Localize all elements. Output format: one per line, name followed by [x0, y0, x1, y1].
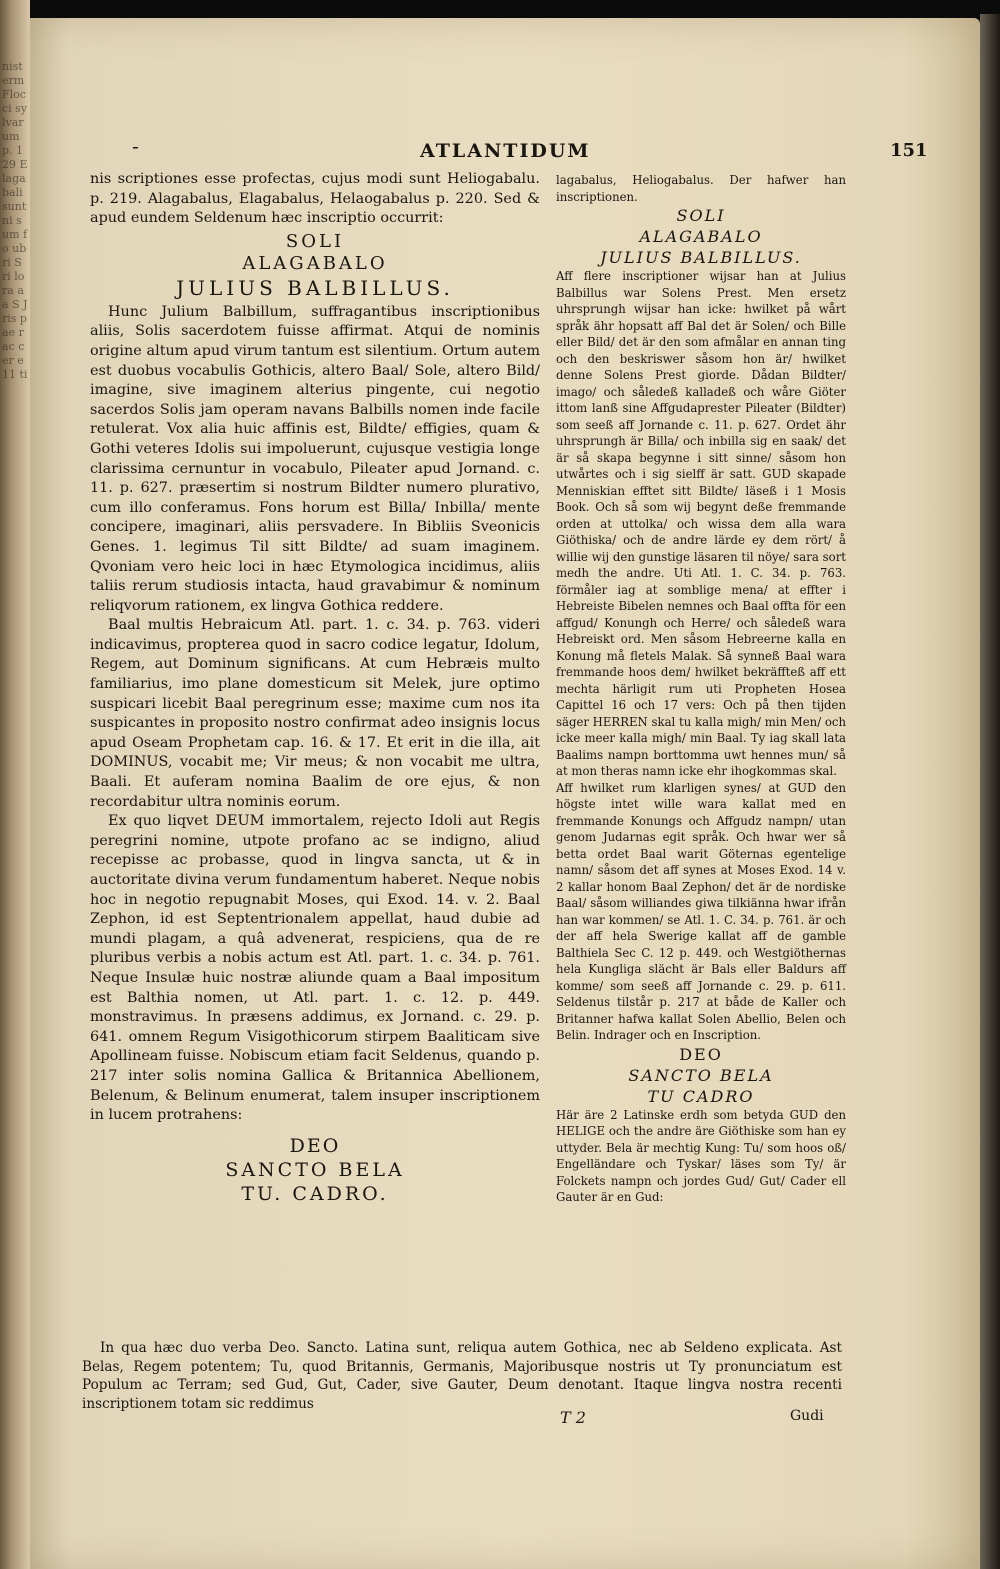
swedish-paragraph-2: Aff flere inscriptioner wijsar han at Julius Balbillus war Solens Prest. Men ersetz uhrsprungh wijsar han icke: hwilket på wårt språk ähr hopsatt aff Bal det är Solen/ och Bille eller Bild/ det är den som afmålar en annan ting och den beskriswer såsom hon är/ hwilket denne Solens Prest giorde. Dådan Bildter/ imago/ och såledeß kalladeß och wåre Giöter ittom lanß sine Affgudaprester Pileater (Bildter) som seeß aff Jornande c. 11. p. 627. Ordet ähr uhrsprungh är Billa/ och inbilla sig en saak/ det är så skapa begynne i sitt sinne/ såsom hon utwårtes och i sig sielff är satt. GUD skapade Menniskian efftet sitt Bildte/ läseß i 1 Mosis Book. Och så som wij begynt deße fremmande orden at uttolka/ och wissa dem alla wara Giöthiska/ och de andre lärde ey dem rört/ å willie wij den gunstige läsaren til nöye/ sara sort medh the andre. Uti Atl. 1. C. 34. p. 763. förmåler iag at somblige mena/ at effter i Hebreiste Bibelen nemnes och Baal offta för een affgud/ Konungh och Herre/ och såledeß wara Hebreiskt ord. Men såsom Hebreerne kalla en Konung må fletels Malak. Så synneß Baal wara fremmande hoos dem/ hwilket bekräffteß aff ett mechta härligit rum uti Propheten Hosea Capittel 16 och 17 vers: Och på then tijden säger HERREN skal tu kalla migh/ min Men/ och icke meer kalla migh/ min Baal. Ty iag skall lata Baalims nampn borttomma uwt hennes mun/ så at mon theras namn icke ehr ihogkommas skal.: [556, 269, 846, 778]
swedish-inscription-1-line-3: JULIUS BALBILLUS.: [600, 248, 802, 267]
latin-paragraph-2: Hunc Julium Balbillum, suffragantibus inscriptionibus aliis, Solis sacerdotem fuisse affirmat. Atqui de nominis origine altum apud virum tantum est silentium. Ortum autem est duobus vocabulis Gothicis, altero Baal/ Sole, altero Bild/ imagine, sive imaginem alterius pingente, cui negotio sacerdos Solis jam operam navans Balbills nomen inde facile retulerat. Vox alia huic affinis est, Bildte/ effigies, quam & Gothi veteres Idolis sui impoluerunt, cujusque vestigia longe clarissima cernuntur in vocabulo, Pileater apud Jornand. c. 11. p. 627. præsertim si nostrum Bildter numero plurativo, cum illo conferamus. Fons horum est Billa/ Inbilla/ mente concipere, imaginari, aliis persvadere. In Bibliis Sveonicis Genes. 1. legimus Til sitt Bildte/ ad suam imaginem. Qvoniam vero heic loci in hæc Etymologica incidimus, aliis taliis rerum studiosis intacta, haud gravabimur & nominum reliqvorum rationem, ex lingva Gothica reddere.: [90, 303, 540, 614]
running-head: [0, 134, 1000, 164]
latin-paragraph-4: Ex quo liqvet DEUM immortalem, rejecto Idoli aut Regis peregrini nomine, utpote profano ac se indigno, aliud recepisse ac probasse, quod in lingva sancta, ut & in auctoritate divina verum fundamentum haberet. Neque nobis hoc in negotio repugnabit Moses, qui Exod. 14. v. 2. Baal Zephon, id est Septentrionalem appellat, haud dubie ad mundi plagam, a quâ advenerat, respiciens, qua de re pluribus verbis a nobis actum est Atl. part. 1. c. 34. p. 761. Neque Insulæ huic nostræ aliunde quam a Baal impositum est Balthia nomen, ut Atl. part. 1. c. 12. p. 449. monstravimus. In præsens addimus, ex Jornand. c. 29. p. 641. omnem Regum Visigothicorum stirpem Baaliticam sive Apollineam fuisse. Nobiscum etiam facit Seldenus, quando p. 217 inter solis nomina Gallica & Britannica Abellionem, Belenum, & Belinum enumerat, talem insuper inscriptionem in lucem protrahens:: [90, 813, 540, 1124]
page-edge-shadow: [980, 14, 1000, 1569]
dash-mark: -: [132, 134, 139, 158]
swedish-inscription-2-line-1: DEO: [679, 1044, 723, 1064]
swedish-paragraph-3: Aff hwilket rum klarligen synes/ at GUD den högste intet wille wara kallat med en fremmande Konungs och Affgudz nampn/ utan genom Judarnas egit språk. Och hwar wer så betta ordet Baal warit Göternas egentelige namn/ såsom det aff synes at Moses Exod. 14 v. 2 kallar honom Baal Zephon/ det är de nordiske Baal/ såsom williandes giwa tilkiänna hwar ifrån han war kommen/ se Atl. 1. C. 34. p. 761. är och der aff hela Swerige kallat aff de gamble Balthiela Sec C. 12 p. 449. och Westgiöthernas hela Kungliga slächt är Bals eller Baldurs aff komme/ som seeß aff Jornande c. 29. p. 611. Seldenus tilstår p. 217 at både de Kaller och Britanner hafwa kallat Solen Abellio, Belen och Belin. Indrager och en Inscription.: [556, 780, 846, 1042]
swedish-paragraph-1: lagabalus, Heliogabalus. Der hafwer han inscriptionen.: [556, 173, 846, 204]
spine-edge-text: nisterm Flocci sylvarum p. 129 Elagabali sunt ni sum fo ubri S ri lo ra aa S J ris pae rac cer e 11 ti: [2, 60, 28, 381]
latin-inscription-1-line-1: SOLI: [285, 230, 345, 252]
book-spine: [0, 0, 30, 1569]
swedish-inscription-2-line-3: TU CADRO: [647, 1086, 755, 1106]
swedish-inscription-1-line-2: ALAGABALO: [639, 227, 763, 246]
catchword: Gudi: [790, 1408, 824, 1424]
latin-paragraph-3: Baal multis Hebraicum Atl. part. 1. c. 34. p. 763. videri indicavimus, propterea quod in sacro codice legatur, Idolum, Regem, aut Dominum significans. At cum Hebræis multo familiarius, imo plane domesticum sit Melek, jure optimo suspicari licebit Baal peregrinum esse; maxime cum nos ita suspicantes in proposito nostro confirmat adeo insignis locus apud Oseam Prophetam cap. 16. & 17. Et erit in die illa, ait DOMINUS, vocabit me; Vir meus; & non vocabit me ultra, Baali. Et auferam nomina Baalim de ore ejus, & non recordabitur ultra nominis eorum.: [90, 617, 540, 810]
swedish-inscription-1-line-1: SOLI: [676, 206, 726, 225]
latin-paragraph-1: nis scriptiones esse profectas, cujus modi sunt Heliogabalu. p. 219. Alagabalus, Elagabalus, Helaogabalus p. 220. Sed & apud eundem Seldenum hæc inscriptio occurrit:: [90, 171, 540, 227]
swedish-paragraph-4: Här äre 2 Latinske erdh som betyda GUD den HELIGE och the andre äre Giöthiske som han ey uttyder. Bela är mechtig Kung: Tu/ som hoos oß/ Engelländare och Tyskar/ läses som Ty/ är Folckets nampn och jordes Gud/ Gut/ Cader ell Gauter är en Gud:: [556, 1107, 846, 1204]
latin-inscription-1-line-3: JULIUS BALBILLUS.: [176, 275, 454, 300]
swedish-inscription-2-line-2: SANCTO BELA: [628, 1065, 774, 1085]
swedish-column: [556, 172, 846, 1206]
signature-mark: T 2: [560, 1408, 586, 1427]
running-title: ATLANTIDUM: [420, 140, 591, 162]
latin-inscription-2-line-3: TU. CADRO.: [241, 1182, 389, 1205]
latin-inscription-2-line-2: SANCTO BELA: [225, 1158, 405, 1181]
bottom-paragraph: In qua hæc duo verba Deo. Sancto. Latina sunt, reliqua autem Gothica, nec ab Seldeno explicata. Ast Belas, Regem potentem; Tu, quod Britannis, Germanis, Majoribusque nostris ut Ty pronunciatum est Populum ac Terram; sed Gud, Gut, Cader, sive Gauter, Deum denotant. Itaque lingva nostra recenti inscriptionem totam sic reddimus: [82, 1340, 842, 1412]
latin-inscription-1-line-2: ALAGABALO: [242, 252, 388, 274]
latin-column: [90, 170, 540, 1206]
latin-inscription-2-line-1: DEO: [289, 1134, 341, 1157]
page-number: 151: [890, 140, 928, 161]
